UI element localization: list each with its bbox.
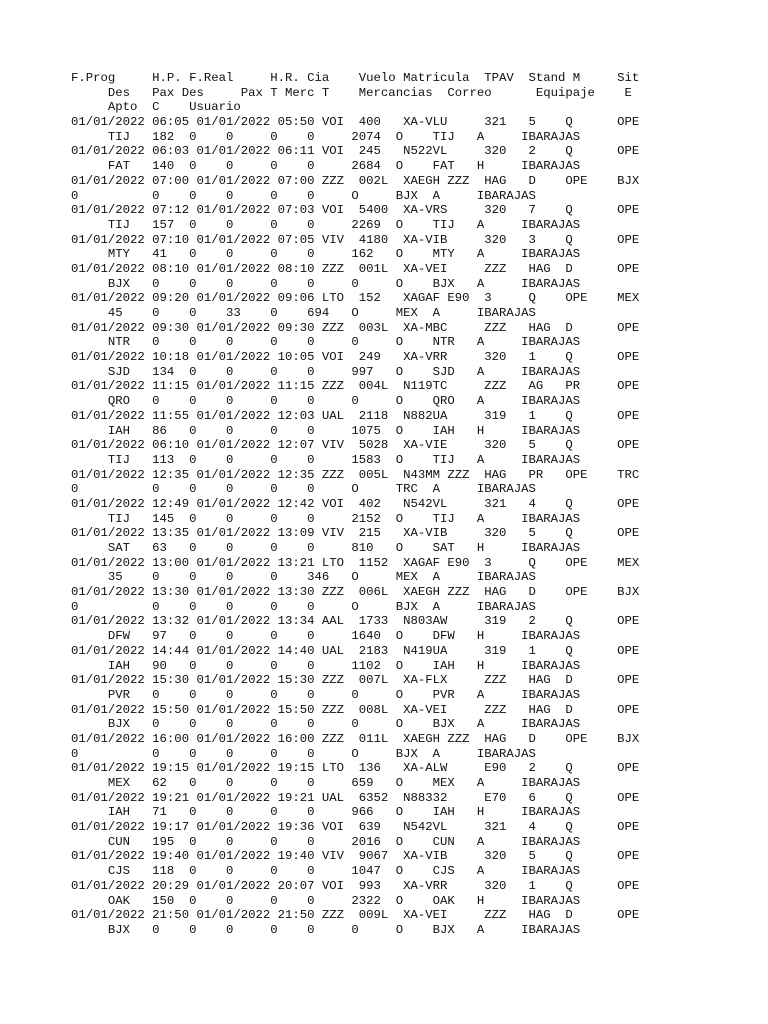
header-line: F.Prog H.P. F.Real H.R. Cia Vuelo Matricula TPAV Stand M Sit [71,71,640,85]
report-line: BJX 0 0 0 0 0 0 O BJX A IBARAJAS [71,717,581,732]
report-line: 01/01/2022 06:03 01/01/2022 06:11 VOI 245 N522VL 320 2 Q OPE [71,144,640,159]
report-line: 01/01/2022 13:32 01/01/2022 13:34 AAL 1733 N803AW 319 2 Q OPE [71,614,640,629]
report-line: 01/01/2022 09:30 01/01/2022 09:30 ZZZ 003L XA-MBC ZZZ HAG D OPE [71,320,640,335]
report-line: 01/01/2022 06:05 01/01/2022 05:50 VOI 400 XA-VLU 321 5 Q OPE [71,115,640,130]
report-line: 01/01/2022 13:35 01/01/2022 13:09 VIV 215 XA-VIB 320 5 Q OPE [71,526,640,541]
report-line: 01/01/2022 19:17 01/01/2022 19:36 VOI 639 N542VL 321 4 Q OPE [71,820,640,835]
report-line: OAK 150 0 0 0 0 2322 O OAK H IBARAJAS [71,893,581,908]
report-line: TIJ 182 0 0 0 0 2074 O TIJ A IBARAJAS [71,129,581,144]
report-line: 01/01/2022 06:10 01/01/2022 12:07 VIV 5028 XA-VIE 320 5 Q OPE [71,438,640,453]
report-line: BJX 0 0 0 0 0 0 O BJX A IBARAJAS [71,276,581,291]
report-line: 01/01/2022 15:50 01/01/2022 15:50 ZZZ 008L XA-VEI ZZZ HAG D OPE [71,702,640,717]
report-line: TIJ 157 0 0 0 0 2269 O TIJ A IBARAJAS [71,217,581,232]
report-line: IAH 86 0 0 0 0 1075 O IAH H IBARAJAS [71,423,581,438]
report-line: IAH 90 0 0 0 0 1102 O IAH H IBARAJAS [71,658,581,673]
report-line: DFW 97 0 0 0 0 1640 O DFW H IBARAJAS [71,629,581,644]
report-line: TIJ 145 0 0 0 0 2152 O TIJ A IBARAJAS [71,511,581,526]
report-line: 01/01/2022 11:15 01/01/2022 11:15 ZZZ 004L N119TC ZZZ AG PR OPE [71,379,640,394]
report-line: 01/01/2022 20:29 01/01/2022 20:07 VOI 993 XA-VRR 320 1 Q OPE [71,878,640,893]
report-line: SJD 134 0 0 0 0 997 O SJD A IBARAJAS [71,364,581,379]
report-line: MTY 41 0 0 0 0 162 O MTY A IBARAJAS [71,247,581,262]
report-line: 01/01/2022 19:15 01/01/2022 19:15 LTO 136 XA-ALW E90 2 Q OPE [71,761,640,776]
report-line: 0 0 0 0 0 0 O TRC A IBARAJAS [71,482,536,497]
report-line: 01/01/2022 12:35 01/01/2022 12:35 ZZZ 005L N43MM ZZZ HAG PR OPE TRC [71,467,640,482]
report-line: 01/01/2022 13:30 01/01/2022 13:30 ZZZ 006L XAEGH ZZZ HAG D OPE BJX [71,585,640,600]
report-line: CJS 118 0 0 0 0 1047 O CJS A IBARAJAS [71,864,581,879]
report-line: MEX 62 0 0 0 0 659 O MEX A IBARAJAS [71,776,581,790]
report-line: 01/01/2022 07:12 01/01/2022 07:03 VOI 5400 XA-VRS 320 7 Q OPE [71,203,640,218]
report-line: 0 0 0 0 0 0 O BJX A IBARAJAS [71,746,536,761]
report-line: 01/01/2022 10:18 01/01/2022 10:05 VOI 249 XA-VRR 320 1 Q OPE [71,350,640,365]
report-line: 01/01/2022 16:00 01/01/2022 16:00 ZZZ 011L XAEGH ZZZ HAG D OPE BJX [71,731,640,746]
report-line: 01/01/2022 14:44 01/01/2022 14:40 UAL 2183 N419UA 319 1 Q OPE [71,643,640,658]
report-line: 01/01/2022 07:10 01/01/2022 07:05 VIV 4180 XA-VIB 320 3 Q OPE [71,232,640,247]
report-line: SAT 63 0 0 0 0 810 O SAT H IBARAJAS [71,541,581,555]
report-line: 45 0 0 33 0 694 O MEX A IBARAJAS [71,306,536,320]
report-line: 01/01/2022 09:20 01/01/2022 09:06 LTO 152 XAGAF E90 3 Q OPE MEX [71,291,640,306]
report-line: FAT 140 0 0 0 0 2684 O FAT H IBARAJAS [71,159,581,174]
report-line: BJX 0 0 0 0 0 0 O BJX A IBARAJAS [71,922,581,937]
report-line: 01/01/2022 19:40 01/01/2022 19:40 VIV 9067 XA-VIB 320 5 Q OPE [71,849,640,864]
report-line: QRO 0 0 0 0 0 0 O QRO A IBARAJAS [71,394,581,409]
header-line: Des Pax Des Pax T Merc T Mercancias Correo Equipaje E [71,85,632,100]
report-line: 01/01/2022 11:55 01/01/2022 12:03 UAL 2118 N882UA 319 1 Q OPE [71,408,640,423]
report-line: 01/01/2022 15:30 01/01/2022 15:30 ZZZ 007L XA-FLX ZZZ HAG D OPE [71,673,640,688]
flight-report [71,71,639,938]
report-line: 01/01/2022 07:00 01/01/2022 07:00 ZZZ 002L XAEGH ZZZ HAG D OPE BJX [71,173,640,188]
report-line: PVR 0 0 0 0 0 0 O PVR A IBARAJAS [71,687,581,702]
report-line: 35 0 0 0 0 346 O MEX A IBARAJAS [71,570,536,585]
report-line: TIJ 113 0 0 0 0 1583 O TIJ A IBARAJAS [71,452,581,467]
report-line: 01/01/2022 08:10 01/01/2022 08:10 ZZZ 001L XA-VEI ZZZ HAG D OPE [71,261,640,276]
report-line: 0 0 0 0 0 0 O BJX A IBARAJAS [71,188,536,203]
report-line: NTR 0 0 0 0 0 0 O NTR A IBARAJAS [71,335,581,350]
report-line: 01/01/2022 19:21 01/01/2022 19:21 UAL 6352 N88332 E70 6 Q OPE [71,790,640,805]
report-line: 0 0 0 0 0 0 O BJX A IBARAJAS [71,599,536,614]
header-line: Apto C Usuario [71,100,241,115]
report-line: 01/01/2022 21:50 01/01/2022 21:50 ZZZ 009L XA-VEI ZZZ HAG D OPE [71,908,640,923]
report-line: IAH 71 0 0 0 0 966 O IAH H IBARAJAS [71,805,581,820]
report-line: CUN 195 0 0 0 0 2016 O CUN A IBARAJAS [71,834,581,849]
report-line: 01/01/2022 13:00 01/01/2022 13:21 LTO 1152 XAGAF E90 3 Q OPE MEX [71,555,640,570]
report-line: 01/01/2022 12:49 01/01/2022 12:42 VOI 402 N542VL 321 4 Q OPE [71,496,640,511]
